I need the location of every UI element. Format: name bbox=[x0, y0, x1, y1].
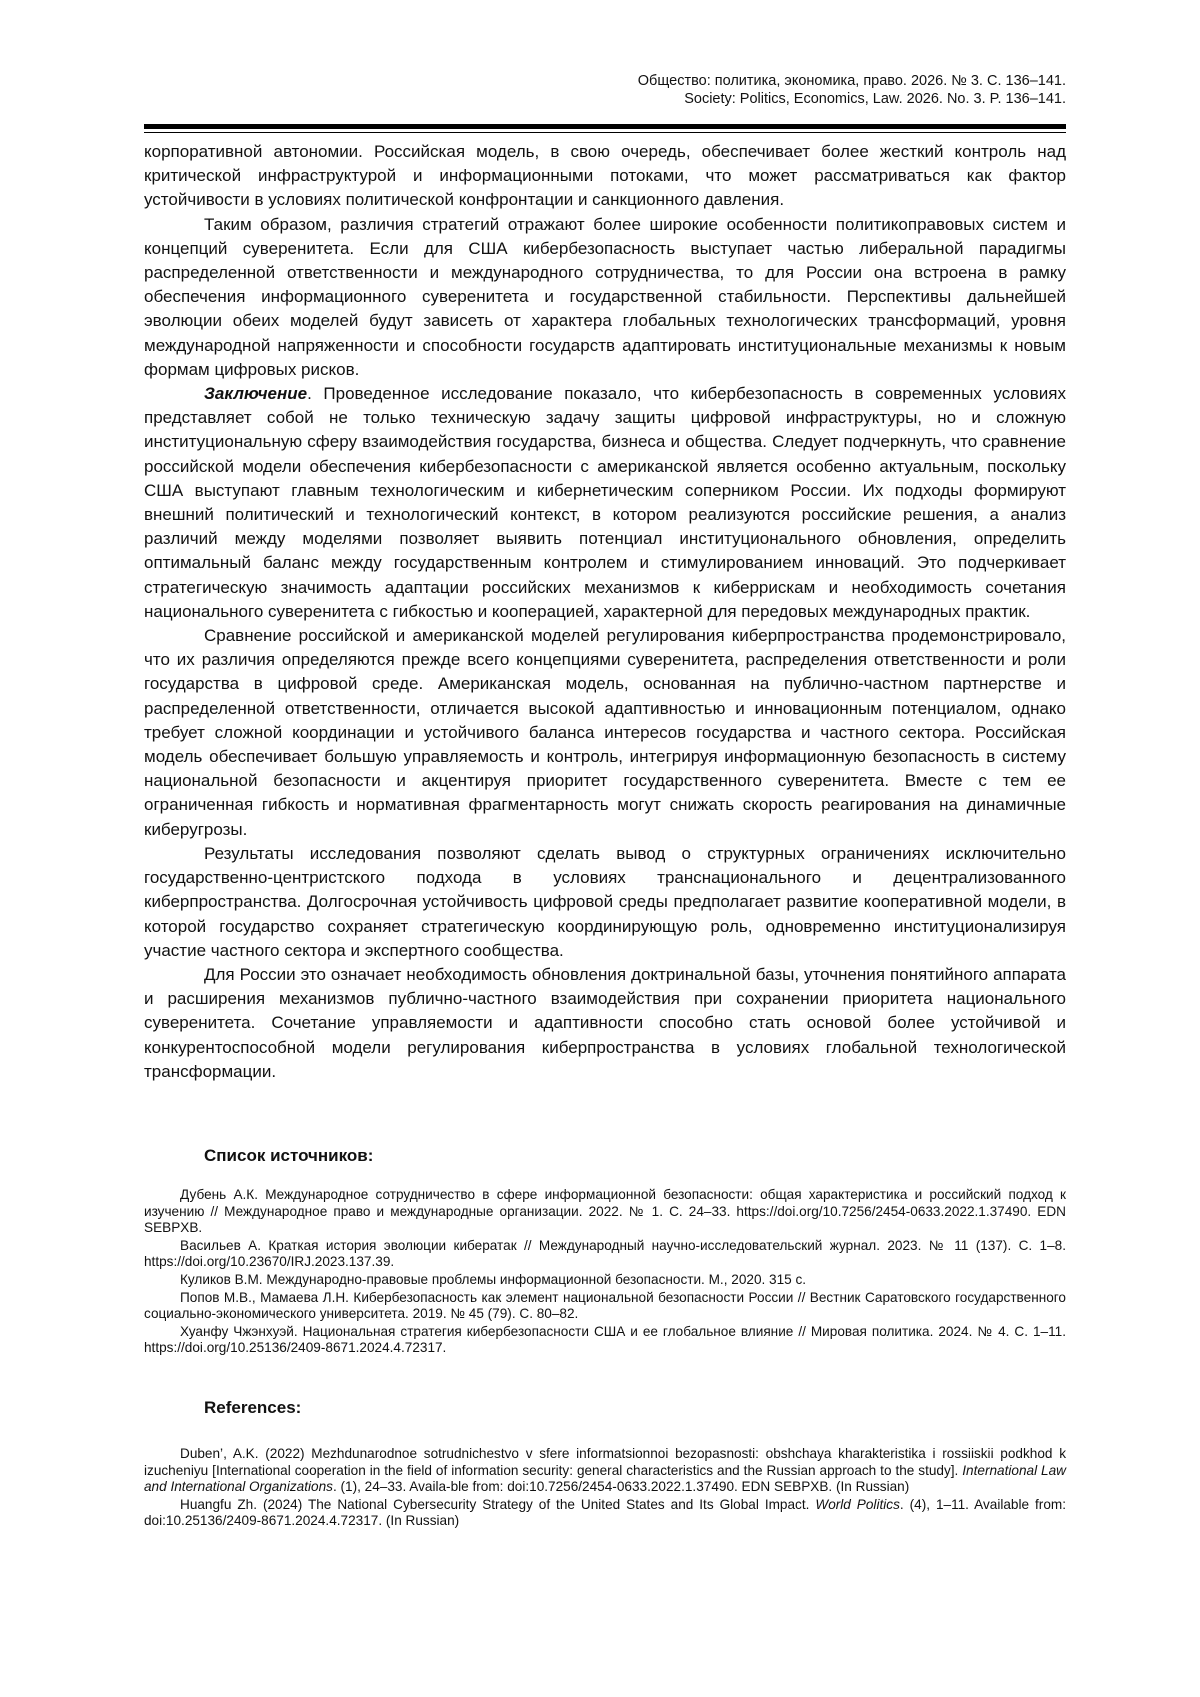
main-text bbox=[144, 140, 1066, 1084]
conclusion-heading: Заключение bbox=[204, 384, 308, 404]
paragraph: Результаты исследования позволяют сделать вывод о структурных ограничениях исключительно государственно-центристского подхода в условиях транснационального и децентрализованного киберпространства. Долгосрочная устойчивость цифровой среды предполагает развитие кооперативной модели, в которой государство сохраняет стратегическую координирующую роль, одновременно институционализируя участие частного сектора и экспертного сообщества. bbox=[144, 843, 1066, 960]
paragraph-conclusion bbox=[144, 382, 1066, 624]
source-item: Куликов В.М. Международно-правовые проблемы информационной безопасности. М., 2020. 315 с. bbox=[180, 1271, 807, 1287]
sources-title: Список источников: bbox=[204, 1146, 374, 1165]
source-item: Хуанфу Чжэнхуэй. Национальная стратегия кибербезопасности США и ее глобальное влияние // Мировая политика. 2024. № 4. С. 1–11. https://doi.org/10.25136/2409-8671.2024.4.72317. bbox=[144, 1323, 1066, 1356]
journal-title: World Politics bbox=[815, 1496, 900, 1512]
source-item: Дубень А.К. Международное сотрудничество в сфере информационной безопасности: общая характеристика и российский подход к изучению // Международное право и международные организации. 2022. № 1. С. 24–33. https://doi.org/10.7256/2454-0633.2022.1.37490. EDN SEBPXB. bbox=[144, 1187, 1066, 1236]
journal-title: International Law and International Organizations bbox=[144, 1462, 1066, 1495]
header-line-english: Society: Politics, Economics, Law. 2026. No. 3. P. 136–141. bbox=[684, 91, 1066, 107]
source-item: Попов М.В., Мамаева Л.Н. Кибербезопасность как элемент национальной безопасности России // Вестник Саратовского государственного социально-экономического университета. 2019. № 45 (79). С. 80–82. bbox=[144, 1289, 1066, 1322]
paragraph: Таким образом, различия стратегий отражают более широкие особенности политикоправовых систем и концепций суверенитета. Если для США кибербезопасность выступает частью либеральной парадигмы распределенной ответственности и международного сотрудничества, то для России она встроена в рамку обеспечения информационного суверенитета и государственной стабильности. Перспективы дальнейшей эволюции обеих моделей будут зависеть от характера глобальных технологических трансформаций, уровня международной напряженности и способности государств адаптировать институциональные механизмы к новым формам цифровых рисков. bbox=[144, 214, 1066, 379]
paragraph: корпоративной автономии. Российская модель, в свою очередь, обеспечивает более жесткий контроль над критической инфраструктурой и информационными потоками, что может рассматриваться как фактор устойчивости в условиях политической конфронтации и санкционного давления. bbox=[144, 142, 1066, 210]
references-list bbox=[144, 1446, 1066, 1530]
paragraph: Для России это означает необходимость обновления доктринальной базы, уточнения понятийного аппарата и расширения механизмов публично-частного взаимодействия при сохранении приоритета национального суверенитета. Сочетание управляемости и адаптивности способно стать основой более устойчивой и конкурентоспособной модели регулирования киберпространства в условиях глобальной технологической трансформации. bbox=[144, 964, 1066, 1081]
running-header bbox=[144, 72, 1066, 108]
reference-item: Duben’, A.K. (2022) Mezhdunarodnoe sotrudnichestvo v sfere informatsionnoi bezopasnosti: obshchaya kharakteristika i rossiiskii podkhod k izucheniyu [International cooperation in the field of information security: general characteristics and the Russian approach to the study]. International Law and International Organizations. (1), 24–33. Availa-ble from: doi:10.7256/2454-0633.2022.1.37490. EDN SEBPXB. (In Russian) bbox=[144, 1446, 1066, 1495]
paragraph: Сравнение российской и американской моделей регулирования киберпространства продемонстрировало, что их различия определяются прежде всего концепциями суверенитета, распределения ответственности и роли государства в цифровой среде. Американская модель, основанная на публично-частном партнерстве и распределенной ответственности, отличается высокой адаптивностью и инновационным потенциалом, однако требует сложной координации и устойчивого баланса интересов государства и частного сектора. Российская модель обеспечивает большую управляемость и контроль, интегрируя информационную безопасность в систему национальной безопасности и акцентируя приоритет государственного суверенитета. Вместе с тем ее ограниченная гибкость и нормативная фрагментарность могут снижать скорость реагирования на динамичные киберугрозы. bbox=[144, 626, 1066, 839]
header-line-russian: Общество: политика, экономика, право. 2026. № 3. С. 136–141. bbox=[637, 73, 1066, 89]
conclusion-text: . Проведенное исследование показало, что кибербезопасность в современных условиях представляет собой не только техническую задачу защиты цифровой инфраструктуры, но и сложную институциональную сферу взаимодействия государства, бизнеса и общества. Следует подчеркнуть, что сравнение российской модели обеспечения кибербезопасности с американской является особенно актуальным, поскольку США выступают главным технологическим и кибернетическим соперником России. Их подходы формируют внешний политический и технологический контекст, в котором реализуются российские решения, а анализ различий между моделями позволяет выявить потенциал институционального обновления, определить оптимальный баланс между государственным контролем и стимулированием инноваций. Это подчеркивает стратегическую значимость адаптации российских механизмов к киберрискам и необходимость сочетания национального суверенитета с гибкостью и кооперацией, характерной для передовых международных практик. bbox=[144, 384, 1066, 621]
header-rule-thin bbox=[144, 132, 1066, 133]
header-rule-thick bbox=[144, 124, 1066, 129]
reference-item: Huangfu Zh. (2024) The National Cybersecurity Strategy of the United States and Its Global Impact. World Politics. (4), 1–11. Available from: doi:10.25136/2409-8671.2024.4.72317. (In Russian) bbox=[144, 1496, 1066, 1529]
references-title: References: bbox=[204, 1398, 302, 1417]
source-item: Васильев А. Краткая история эволюции кибератак // Международный научно-исследовательский журнал. 2023. № 11 (137). С. 1–8. https://doi.org/10.23670/IRJ.2023.137.39. bbox=[144, 1237, 1066, 1270]
sources-list bbox=[144, 1187, 1066, 1357]
